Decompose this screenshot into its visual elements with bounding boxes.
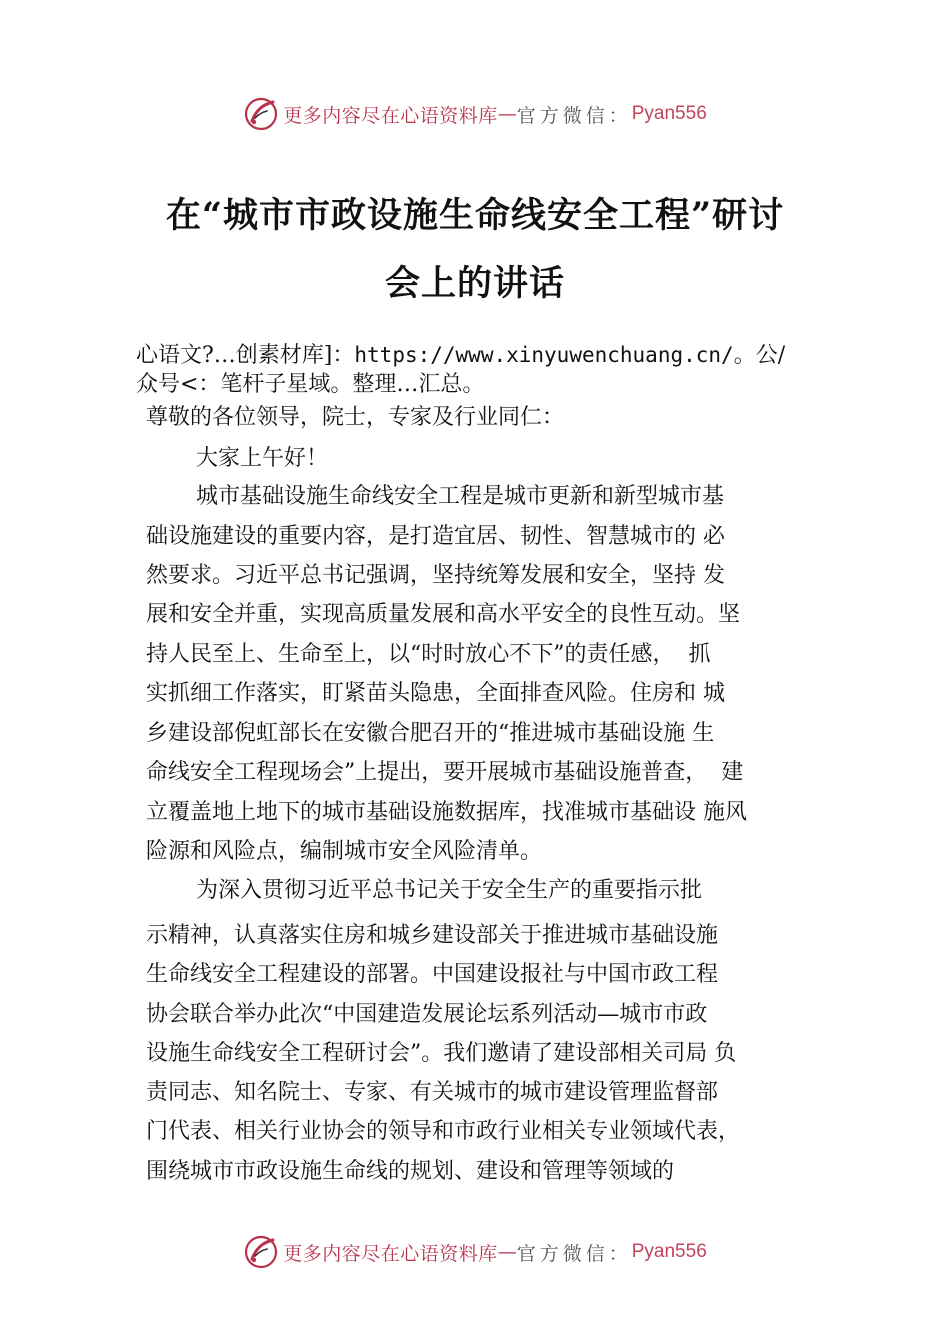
source-suffix: 。公/: [733, 343, 786, 368]
banner-wechat-id: Pyan556: [631, 103, 707, 124]
banner-dash: —: [497, 1241, 517, 1263]
page-title-line-1: 在“城市市政设施生命线安全工程”研讨: [165, 195, 785, 236]
paragraph-1-line: 乡建设部倪虹部长在安徽合肥召开的“推进城市基础设施 生: [146, 721, 715, 746]
banner-dash: —: [497, 103, 517, 125]
source-url: https://www.xinyuwenchuang.cn/: [354, 343, 734, 367]
paragraph-1-line: 命线安全工程现场会”上提出，要开展城市基础设施普查， 建: [146, 760, 744, 785]
paragraph-2-line: 设施生命线安全工程研讨会”。我们邀请了建设部相关司局 负: [146, 1041, 737, 1066]
paragraph-2-line: 为深入贯彻习近平总书记关于安全生产的重要指示批: [196, 878, 703, 903]
brush-logo-icon: [243, 96, 279, 132]
paragraph-1-line: 础设施建设的重要内容，是打造宜居、韧性、智慧城市的 必: [146, 524, 725, 549]
paragraph-2-line: 责同志、知名院士、专家、有关城市的城市建设管理监督部: [146, 1080, 719, 1105]
banner-wechat-label: 官方微信：: [516, 1242, 632, 1265]
banner-text: 更多内容尽在心语资料库: [283, 104, 498, 127]
salutation: 尊敬的各位领导，院士，专家及行业同仁：: [146, 405, 565, 430]
banner-wechat-label: 官方微信：: [516, 104, 632, 127]
paragraph-2-line: 生命线安全工程建设的部署。中国建设报社与中国市政工程: [146, 962, 719, 987]
paragraph-2-line: 围绕城市市政设施生命线的规划、建设和管理等领域的: [146, 1159, 675, 1184]
paragraph-1-line: 然要求。习近平总书记强调，坚持统筹发展和安全，坚持 发: [146, 563, 725, 588]
paragraph-2-line: 门代表、相关行业协会的领导和市政行业相关专业领域代表，: [146, 1119, 741, 1144]
paragraph-1-line: 持人民至上、生命至上，以“时时放心不下”的责任感， 抓: [146, 642, 711, 667]
paragraph-1-line: 立覆盖地上地下的城市基础设施数据库，找准城市基础设 施风: [146, 800, 747, 825]
paragraph-1-line: 险源和风险点，编制城市安全风险清单。: [146, 839, 543, 864]
greeting: 大家上午好！: [196, 446, 329, 471]
source-line-1: [136, 340, 785, 371]
paragraph-2-line: 协会联合举办此次“中国建造发展论坛系列活动—城市市政: [146, 1002, 708, 1027]
footer-banner: [0, 1232, 950, 1272]
page-title-line-2: 会上的讲话: [384, 263, 565, 304]
paragraph-1-line: 实抓细工作落实，盯紧苗头隐患，全面排查风险。住房和 城: [146, 681, 725, 706]
brush-logo-icon: [243, 1234, 279, 1270]
paragraph-2-line: 示精神，认真落实住房和城乡建设部关于推进城市基础设施: [146, 923, 719, 948]
paragraph-1-line: 城市基础设施生命线安全工程是城市更新和新型城市基: [196, 484, 725, 509]
banner-wechat-id: Pyan556: [631, 1241, 707, 1262]
source-prefix: 心语文?…创素材库]：: [136, 343, 355, 368]
source-line-2: 众号<：笔杆子星域。整理…汇总。: [136, 372, 485, 397]
banner-text: 更多内容尽在心语资料库: [283, 1242, 498, 1265]
header-banner: [0, 94, 950, 134]
paragraph-1-line: 展和安全并重，实现高质量发展和高水平安全的良性互动。坚: [146, 602, 741, 627]
